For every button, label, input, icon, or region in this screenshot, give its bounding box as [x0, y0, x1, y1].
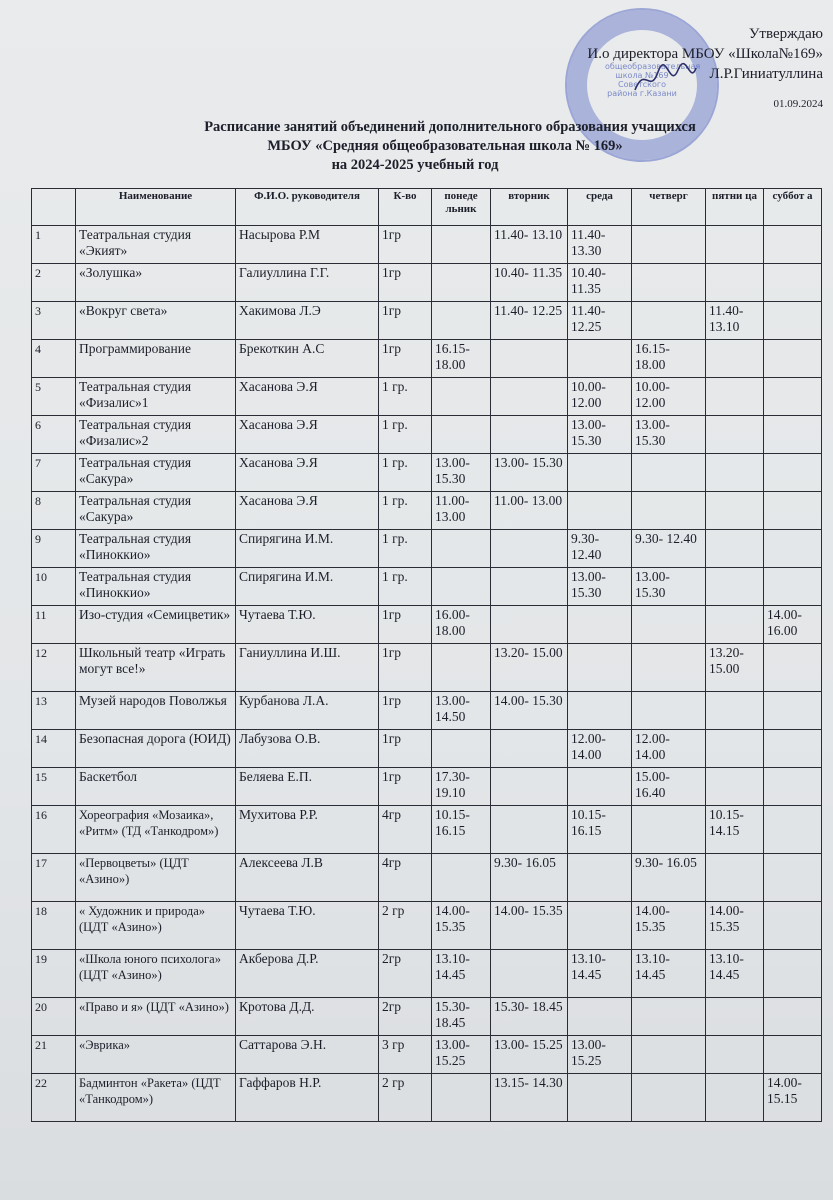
- table-cell: [632, 492, 706, 530]
- table-cell: «Право и я» (ЦДТ «Азино»): [76, 998, 236, 1036]
- table-cell: 11.00- 13.00: [432, 492, 491, 530]
- table-cell: [432, 568, 491, 606]
- table-cell: [568, 902, 632, 950]
- header-cell: Ф.И.О. руководителя: [236, 189, 379, 226]
- table-cell: 16.00- 18.00: [432, 606, 491, 644]
- table-cell: Безопасная дорога (ЮИД): [76, 730, 236, 768]
- table-cell: [764, 854, 822, 902]
- table-cell: [432, 644, 491, 692]
- table-cell: Хасанова Э.Я: [236, 416, 379, 454]
- table-cell: 10.40- 11.35: [568, 264, 632, 302]
- table-cell: 4гр: [379, 854, 432, 902]
- table-row: [32, 854, 822, 902]
- title-line-1: Расписание занятий объединений дополнительного образования учащихся: [204, 119, 696, 135]
- table-cell: 13.00- 15.30: [432, 454, 491, 492]
- row-number-cell: 9: [32, 530, 76, 568]
- table-cell: 1гр: [379, 644, 432, 692]
- table-row: [32, 950, 822, 998]
- table-cell: [706, 530, 764, 568]
- table-row: [32, 1036, 822, 1074]
- row-number-cell: 5: [32, 378, 76, 416]
- table-cell: [764, 340, 822, 378]
- header-cell: понеде льник: [432, 189, 491, 226]
- table-cell: 13.00- 15.30: [632, 416, 706, 454]
- table-cell: Ганиуллина И.Ш.: [236, 644, 379, 692]
- table-cell: [706, 378, 764, 416]
- table-cell: [764, 902, 822, 950]
- header-cell: пятни ца: [706, 189, 764, 226]
- table-cell: Мухитова Р.Р.: [236, 806, 379, 854]
- table-cell: 10.00- 12.00: [632, 378, 706, 416]
- table-cell: [568, 1074, 632, 1122]
- table-cell: [764, 378, 822, 416]
- table-row: [32, 902, 822, 950]
- table-row: [32, 730, 822, 768]
- table-cell: Брекоткин А.С: [236, 340, 379, 378]
- document-title: [0, 118, 833, 175]
- table-cell: «Вокруг света»: [76, 302, 236, 340]
- table-cell: 15.30- 18.45: [432, 998, 491, 1036]
- table-row: [32, 530, 822, 568]
- table-cell: [764, 264, 822, 302]
- table-cell: «Эврика»: [76, 1036, 236, 1074]
- table-cell: [632, 692, 706, 730]
- table-cell: [706, 1036, 764, 1074]
- row-number-cell: 19: [32, 950, 76, 998]
- table-cell: 1гр: [379, 340, 432, 378]
- table-cell: Лабузова О.В.: [236, 730, 379, 768]
- row-number-cell: 2: [32, 264, 76, 302]
- table-cell: 10.00- 12.00: [568, 378, 632, 416]
- table-cell: 14.00- 16.00: [764, 606, 822, 644]
- table-cell: 13.20- 15.00: [491, 644, 568, 692]
- table-cell: [632, 1036, 706, 1074]
- table-cell: 14.00- 15.15: [764, 1074, 822, 1122]
- table-cell: [568, 692, 632, 730]
- table-cell: 13.00- 15.25: [432, 1036, 491, 1074]
- table-cell: 14.00- 15.35: [491, 902, 568, 950]
- table-cell: [491, 340, 568, 378]
- row-number-cell: 16: [32, 806, 76, 854]
- table-cell: Театральная студия «Физалис»2: [76, 416, 236, 454]
- table-cell: 1гр: [379, 606, 432, 644]
- table-cell: [706, 416, 764, 454]
- approval-date: 01.09.2024: [773, 98, 823, 110]
- header-cell: К-во: [379, 189, 432, 226]
- approval-line-3: Л.Р.Гиниатуллина: [709, 66, 823, 82]
- table-cell: Школьный театр «Играть могут все!»: [76, 644, 236, 692]
- table-cell: Изо-студия «Семицветик»: [76, 606, 236, 644]
- table-cell: [706, 568, 764, 606]
- table-row: [32, 1074, 822, 1122]
- table-cell: 13.00- 15.25: [568, 1036, 632, 1074]
- table-cell: [491, 806, 568, 854]
- table-cell: 14.00- 15.30: [491, 692, 568, 730]
- row-number-cell: 1: [32, 226, 76, 264]
- table-cell: Кротова Д.Д.: [236, 998, 379, 1036]
- table-cell: 14.00- 15.35: [432, 902, 491, 950]
- table-cell: «Золушка»: [76, 264, 236, 302]
- table-cell: Насырова Р.М: [236, 226, 379, 264]
- table-cell: 1 гр.: [379, 568, 432, 606]
- table-cell: 10.15- 16.15: [568, 806, 632, 854]
- row-number-cell: 15: [32, 768, 76, 806]
- table-cell: 1гр: [379, 768, 432, 806]
- table-cell: [764, 998, 822, 1036]
- table-cell: [706, 606, 764, 644]
- table-cell: 12.00- 14.00: [568, 730, 632, 768]
- table-cell: Чутаева Т.Ю.: [236, 902, 379, 950]
- table-cell: [432, 854, 491, 902]
- table-cell: [491, 950, 568, 998]
- table-cell: [491, 530, 568, 568]
- table-cell: 1гр: [379, 302, 432, 340]
- table-cell: [706, 998, 764, 1036]
- table-cell: Театральная студия «Физалис»1: [76, 378, 236, 416]
- table-row: [32, 768, 822, 806]
- table-cell: 9.30- 16.05: [632, 854, 706, 902]
- table-cell: [706, 854, 764, 902]
- row-number-cell: 11: [32, 606, 76, 644]
- table-cell: Чутаева Т.Ю.: [236, 606, 379, 644]
- table-cell: Театральная студия «Сакура»: [76, 454, 236, 492]
- table-cell: [632, 1074, 706, 1122]
- table-cell: 10.40- 11.35: [491, 264, 568, 302]
- table-cell: 13.00- 15.30: [491, 454, 568, 492]
- row-number-cell: 21: [32, 1036, 76, 1074]
- table-cell: Театральная студия «Пиноккио»: [76, 568, 236, 606]
- table-cell: [491, 606, 568, 644]
- row-number-cell: 18: [32, 902, 76, 950]
- table-row: [32, 492, 822, 530]
- table-cell: 15.00- 16.40: [632, 768, 706, 806]
- table-row: [32, 644, 822, 692]
- table-cell: Курбанова Л.А.: [236, 692, 379, 730]
- table-cell: Галиуллина Г.Г.: [236, 264, 379, 302]
- table-cell: 4гр: [379, 806, 432, 854]
- header-cell: [32, 189, 76, 226]
- table-cell: [764, 768, 822, 806]
- table-cell: Баскетбол: [76, 768, 236, 806]
- table-cell: [764, 226, 822, 264]
- table-cell: [491, 378, 568, 416]
- table-row: [32, 806, 822, 854]
- table-cell: [706, 492, 764, 530]
- table-cell: [491, 416, 568, 454]
- table-cell: [568, 998, 632, 1036]
- table-cell: Хореография «Мозаика», «Ритм» (ТД «Танкодром»): [76, 806, 236, 854]
- table-cell: 10.15- 14.15: [706, 806, 764, 854]
- table-cell: 11.40- 12.25: [491, 302, 568, 340]
- row-number-cell: 7: [32, 454, 76, 492]
- table-cell: 13.10- 14.45: [706, 950, 764, 998]
- approval-line-1: Утверждаю: [748, 26, 823, 42]
- table-cell: 12.00- 14.00: [632, 730, 706, 768]
- table-cell: 1гр: [379, 692, 432, 730]
- table-cell: 2 гр: [379, 902, 432, 950]
- approval-block: [587, 24, 823, 114]
- table-cell: 13.00- 15.30: [568, 416, 632, 454]
- table-cell: [632, 606, 706, 644]
- table-cell: 11.40- 13.30: [568, 226, 632, 264]
- table-row: [32, 568, 822, 606]
- table-cell: [568, 454, 632, 492]
- table-cell: Алексеева Л.В: [236, 854, 379, 902]
- table-cell: [432, 226, 491, 264]
- table-cell: [632, 806, 706, 854]
- table-cell: [432, 378, 491, 416]
- table-row: [32, 692, 822, 730]
- row-number-cell: 14: [32, 730, 76, 768]
- table-cell: [706, 340, 764, 378]
- table-cell: 3 гр: [379, 1036, 432, 1074]
- table-cell: 1 гр.: [379, 492, 432, 530]
- table-cell: 9.30- 12.40: [568, 530, 632, 568]
- row-number-cell: 10: [32, 568, 76, 606]
- table-cell: [432, 264, 491, 302]
- header-cell: среда: [568, 189, 632, 226]
- table-cell: [568, 854, 632, 902]
- table-cell: [568, 768, 632, 806]
- table-cell: [491, 768, 568, 806]
- table-cell: 13.10- 14.45: [568, 950, 632, 998]
- table-cell: [764, 302, 822, 340]
- row-number-cell: 20: [32, 998, 76, 1036]
- table-cell: 13.10- 14.45: [632, 950, 706, 998]
- table-cell: Хасанова Э.Я: [236, 378, 379, 416]
- table-cell: [764, 454, 822, 492]
- table-cell: [568, 492, 632, 530]
- table-cell: Хасанова Э.Я: [236, 492, 379, 530]
- table-cell: [764, 644, 822, 692]
- table-cell: [764, 1036, 822, 1074]
- table-cell: 2 гр: [379, 1074, 432, 1122]
- table-cell: «Школа юного психолога» (ЦДТ «Азино»): [76, 950, 236, 998]
- table-cell: 10.15- 16.15: [432, 806, 491, 854]
- header-cell: вторник: [491, 189, 568, 226]
- table-row: [32, 416, 822, 454]
- row-number-cell: 6: [32, 416, 76, 454]
- table-cell: [632, 998, 706, 1036]
- table-cell: 11.40- 13.10: [491, 226, 568, 264]
- table-cell: «Первоцветы» (ЦДТ «Азино»): [76, 854, 236, 902]
- approval-line-2: И.о директора МБОУ «Школа№169»: [587, 46, 823, 62]
- row-number-cell: 13: [32, 692, 76, 730]
- table-cell: 11.40- 12.25: [568, 302, 632, 340]
- table-cell: [432, 1074, 491, 1122]
- row-number-cell: 4: [32, 340, 76, 378]
- table-cell: [764, 692, 822, 730]
- table-cell: Программирование: [76, 340, 236, 378]
- table-cell: [632, 644, 706, 692]
- table-cell: 11.40- 13.10: [706, 302, 764, 340]
- table-cell: [764, 950, 822, 998]
- table-cell: [764, 568, 822, 606]
- table-cell: [632, 302, 706, 340]
- table-cell: [764, 730, 822, 768]
- header-cell: Наименование: [76, 189, 236, 226]
- table-row: [32, 264, 822, 302]
- table-cell: Театральная студия «Экият»: [76, 226, 236, 264]
- table-cell: [432, 730, 491, 768]
- table-row: [32, 378, 822, 416]
- table-cell: [632, 226, 706, 264]
- table-cell: Музей народов Поволжья: [76, 692, 236, 730]
- table-cell: 14.00- 15.35: [632, 902, 706, 950]
- table-cell: 2гр: [379, 998, 432, 1036]
- table-cell: 13.20- 15.00: [706, 644, 764, 692]
- table-cell: Спирягина И.М.: [236, 530, 379, 568]
- table-cell: 13.10- 14.45: [432, 950, 491, 998]
- table-cell: [491, 568, 568, 606]
- table-cell: [706, 454, 764, 492]
- table-cell: [568, 644, 632, 692]
- table-cell: 2гр: [379, 950, 432, 998]
- table-cell: 1 гр.: [379, 378, 432, 416]
- table-cell: Хасанова Э.Я: [236, 454, 379, 492]
- table-cell: 13.15- 14.30: [491, 1074, 568, 1122]
- table-cell: [632, 264, 706, 302]
- table-cell: [432, 416, 491, 454]
- table-cell: 1 гр.: [379, 416, 432, 454]
- table-cell: 1 гр.: [379, 454, 432, 492]
- table-cell: [432, 302, 491, 340]
- table-cell: 13.00- 15.25: [491, 1036, 568, 1074]
- table-row: [32, 340, 822, 378]
- table-cell: Бадминтон «Ракета» (ЦДТ «Танкодром»): [76, 1074, 236, 1122]
- table-row: [32, 226, 822, 264]
- table-cell: [706, 226, 764, 264]
- table-cell: Театральная студия «Сакура»: [76, 492, 236, 530]
- table-cell: Саттарова Э.Н.: [236, 1036, 379, 1074]
- table-cell: [568, 606, 632, 644]
- table-cell: Спирягина И.М.: [236, 568, 379, 606]
- table-row: [32, 454, 822, 492]
- table-cell: 16.15- 18.00: [632, 340, 706, 378]
- stamp-text: общеобразовательная школа №169 Советского района г.Казани: [605, 62, 701, 98]
- table-cell: [706, 730, 764, 768]
- table-cell: [706, 1074, 764, 1122]
- table-cell: 15.30- 18.45: [491, 998, 568, 1036]
- table-cell: 11.00- 13.00: [491, 492, 568, 530]
- table-cell: 1гр: [379, 226, 432, 264]
- table-cell: 17.30- 19.10: [432, 768, 491, 806]
- row-number-cell: 22: [32, 1074, 76, 1122]
- table-cell: 13.00- 15.30: [568, 568, 632, 606]
- title-line-2: МБОУ «Средняя общеобразовательная школа № 169»: [267, 138, 623, 154]
- table-cell: 13.00- 15.30: [632, 568, 706, 606]
- table-cell: Хакимова Л.Э: [236, 302, 379, 340]
- table-cell: [568, 340, 632, 378]
- table-header-row: [32, 189, 822, 226]
- table-cell: [491, 730, 568, 768]
- table-cell: [706, 692, 764, 730]
- table-cell: 1 гр.: [379, 530, 432, 568]
- table-cell: [764, 492, 822, 530]
- table-cell: Гаффаров Н.Р.: [236, 1074, 379, 1122]
- table-cell: [706, 768, 764, 806]
- row-number-cell: 8: [32, 492, 76, 530]
- table-cell: Акберова Д.Р.: [236, 950, 379, 998]
- table-cell: 13.00- 14.50: [432, 692, 491, 730]
- table-cell: [432, 530, 491, 568]
- header-cell: суббот а: [764, 189, 822, 226]
- table-cell: 9.30- 16.05: [491, 854, 568, 902]
- table-cell: 9.30- 12.40: [632, 530, 706, 568]
- table-cell: Театральная студия «Пиноккио»: [76, 530, 236, 568]
- table-cell: Беляева Е.П.: [236, 768, 379, 806]
- table-cell: [706, 264, 764, 302]
- table-cell: [764, 806, 822, 854]
- table-row: [32, 302, 822, 340]
- row-number-cell: 17: [32, 854, 76, 902]
- table-cell: « Художник и природа» (ЦДТ «Азино»): [76, 902, 236, 950]
- table-cell: [764, 416, 822, 454]
- row-number-cell: 12: [32, 644, 76, 692]
- table-cell: 16.15- 18.00: [432, 340, 491, 378]
- table-row: [32, 998, 822, 1036]
- table-cell: [764, 530, 822, 568]
- table-row: [32, 606, 822, 644]
- table-cell: 1гр: [379, 730, 432, 768]
- schedule-table: [31, 188, 822, 1122]
- title-line-3: на 2024-2025 учебный год: [331, 157, 499, 173]
- header-cell: четверг: [632, 189, 706, 226]
- table-cell: 1гр: [379, 264, 432, 302]
- table-cell: 14.00- 15.35: [706, 902, 764, 950]
- row-number-cell: 3: [32, 302, 76, 340]
- table-cell: [632, 454, 706, 492]
